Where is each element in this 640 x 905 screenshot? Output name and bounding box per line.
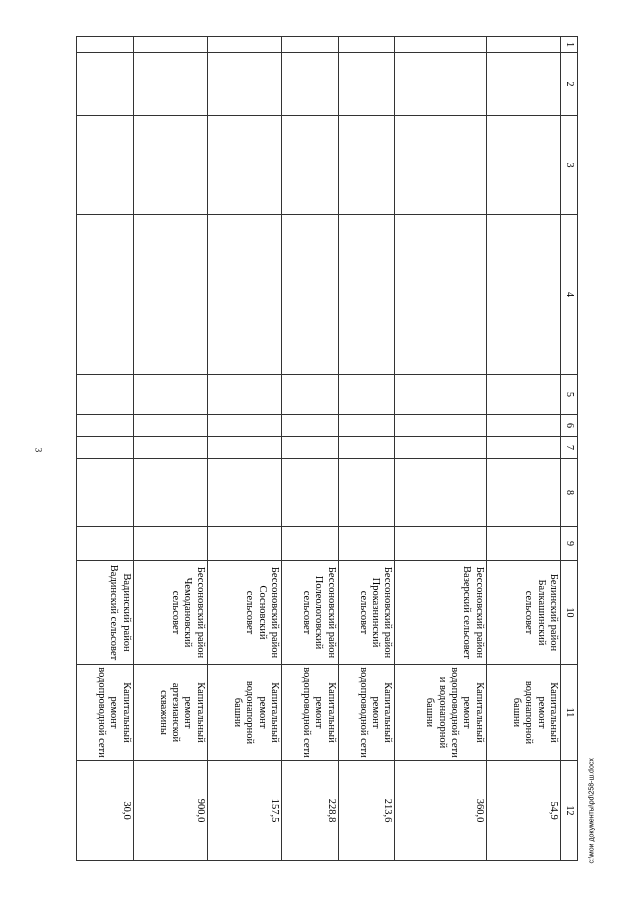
table-cell: [338, 116, 395, 215]
table-row: [395, 37, 487, 861]
column-header: 7: [561, 437, 578, 459]
amount-cell: 157,5: [207, 761, 281, 861]
amount-cell: 900,0: [133, 761, 207, 861]
district-cell: Бессоновский район Чемодановский сельсовет: [133, 561, 207, 665]
column-header: 12: [561, 761, 578, 861]
table-cell: [486, 37, 560, 53]
district-cell: Бессоновский район Проказнинский сельсовет: [338, 561, 395, 665]
table-cell: [338, 527, 395, 561]
table-cell: [395, 215, 487, 375]
table-cell: [77, 437, 134, 459]
table-cell: [338, 415, 395, 437]
work-cell: Капитальный ремонт водопроводной сети: [281, 665, 338, 761]
work-cell: Капитальный ремонт водонапорной башни: [486, 665, 560, 761]
table-cell: [77, 415, 134, 437]
table-cell: [395, 375, 487, 415]
column-header: 11: [561, 665, 578, 761]
table-cell: [207, 527, 281, 561]
table-cell: [281, 53, 338, 116]
district-cell: Бессоновский район Полеологовский сельсовет: [281, 561, 338, 665]
table-cell: [281, 116, 338, 215]
column-header: 8: [561, 459, 578, 527]
table-cell: [338, 437, 395, 459]
header-row: [561, 37, 578, 861]
table-cell: [77, 215, 134, 375]
table-cell: [486, 375, 560, 415]
table-cell: [207, 116, 281, 215]
table-cell: [395, 37, 487, 53]
table-cell: [338, 37, 395, 53]
table-cell: [77, 53, 134, 116]
table-row: [207, 37, 281, 861]
table-cell: [133, 527, 207, 561]
table-cell: [281, 459, 338, 527]
column-header: 2: [561, 53, 578, 116]
table-body: [77, 37, 578, 861]
table-cell: [133, 37, 207, 53]
table-cell: [338, 459, 395, 527]
table-cell: [281, 37, 338, 53]
table-cell: [207, 215, 281, 375]
work-cell: Капитальный ремонт водопроводной сети и водонапорной башни: [395, 665, 487, 761]
column-header: 10: [561, 561, 578, 665]
column-header: 3: [561, 116, 578, 215]
district-cell: Вадинский район Вадинский сельсовет: [77, 561, 134, 665]
table-cell: [486, 53, 560, 116]
table-cell: [338, 215, 395, 375]
column-header: 5: [561, 375, 578, 415]
table-cell: [207, 437, 281, 459]
table-cell: [486, 116, 560, 215]
work-cell: Капитальный ремонт водопроводной сети: [77, 665, 134, 761]
data-table: [76, 36, 578, 861]
table-cell: [486, 437, 560, 459]
table-cell: [133, 375, 207, 415]
table-cell: [395, 53, 487, 116]
page-number: 3: [33, 447, 44, 453]
table-rotator: [76, 36, 578, 860]
table-cell: [133, 116, 207, 215]
column-header: 9: [561, 527, 578, 561]
table-cell: [133, 415, 207, 437]
district-cell: Белинский район Балкашинский сельсовет: [486, 561, 560, 665]
table-cell: [207, 53, 281, 116]
table-cell: [133, 459, 207, 527]
table-cell: [281, 215, 338, 375]
district-cell: Бессоновский район Сосновский сельсовет: [207, 561, 281, 665]
table-cell: [486, 415, 560, 437]
table-cell: [207, 375, 281, 415]
amount-cell: 228,8: [281, 761, 338, 861]
table-cell: [133, 437, 207, 459]
table-cell: [207, 415, 281, 437]
table-cell: [133, 53, 207, 116]
table-cell: [133, 215, 207, 375]
table-row: [338, 37, 395, 861]
table-cell: [281, 437, 338, 459]
column-header: 1: [561, 37, 578, 53]
footer-file-path: c:\мои документы\pd\258-ш.docx: [588, 758, 596, 864]
table-cell: [207, 37, 281, 53]
work-cell: Капитальный ремонт водопроводной сети: [338, 665, 395, 761]
table-cell: [77, 459, 134, 527]
table-cell: [395, 116, 487, 215]
table-cell: [77, 527, 134, 561]
table-row: [281, 37, 338, 861]
table-cell: [77, 37, 134, 53]
amount-cell: 30,0: [77, 761, 134, 861]
table-row: [77, 37, 134, 861]
table-cell: [77, 375, 134, 415]
column-header: 4: [561, 215, 578, 375]
work-cell: Капитальный ремонт артезианской скважины: [133, 665, 207, 761]
work-cell: Капитальный ремонт водонапорной башни: [207, 665, 281, 761]
table-cell: [486, 459, 560, 527]
amount-cell: 360,0: [395, 761, 487, 861]
column-header: 6: [561, 415, 578, 437]
table-cell: [395, 459, 487, 527]
table-cell: [486, 527, 560, 561]
table-cell: [77, 116, 134, 215]
table-row: [133, 37, 207, 861]
rotated-table-frame: [76, 36, 578, 860]
table-row: [486, 37, 560, 861]
table-cell: [395, 527, 487, 561]
amount-cell: 54,9: [486, 761, 560, 861]
table-cell: [281, 527, 338, 561]
table-cell: [338, 375, 395, 415]
amount-cell: 213,6: [338, 761, 395, 861]
table-cell: [395, 437, 487, 459]
table-cell: [207, 459, 281, 527]
table-cell: [486, 215, 560, 375]
district-cell: Бессоновский район Вазерский сельсовет: [395, 561, 487, 665]
table-cell: [281, 375, 338, 415]
table-cell: [281, 415, 338, 437]
table-cell: [338, 53, 395, 116]
table-cell: [395, 415, 487, 437]
